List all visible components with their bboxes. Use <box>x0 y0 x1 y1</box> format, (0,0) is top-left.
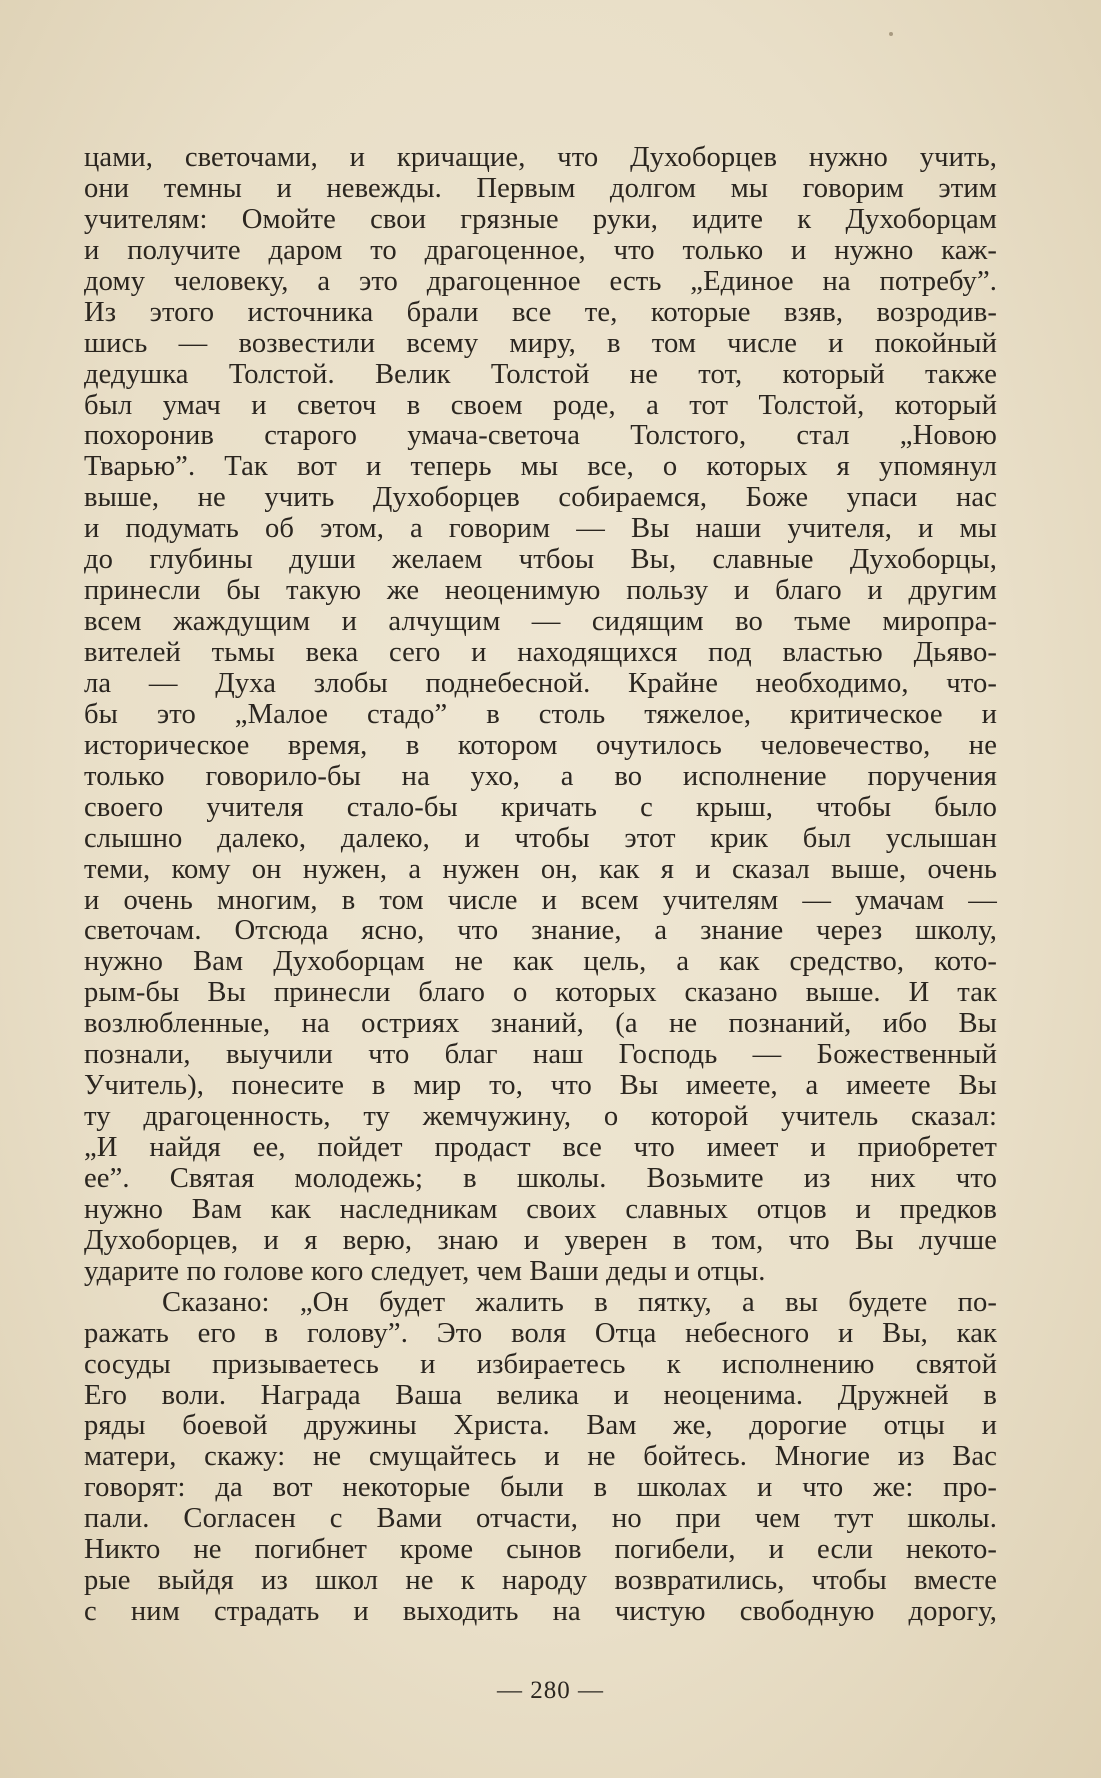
text-line: дедушка Толстой. Велик Толстой не тот, который также <box>84 358 997 390</box>
text-line: ту драгоценность, ту жемчужину, о которой учитель сказал: <box>84 1101 997 1133</box>
text-line: бы это „Малое стадо” в столь тяжелое, критическое и <box>84 698 997 730</box>
text-line: шись — возвестили всему миру, в том числе и покойный <box>84 327 997 359</box>
text-line: и получите даром то драгоценное, что только и нужно каж- <box>84 234 997 266</box>
page-body-text <box>84 143 997 1628</box>
text-line: историческое время, в котором очутилось человечество, не <box>84 729 997 761</box>
text-line: ударите по голове кого следует, чем Ваши деды и отцы. <box>84 1255 766 1287</box>
text-line: Учитель), понесите в мир то, что Вы имеете, а имеете Вы <box>84 1070 997 1102</box>
text-line: только говорило-бы на ухо, а во исполнение поручения <box>84 760 997 792</box>
text-line: принесли бы такую же неоценимую пользу и благо и другим <box>84 575 997 607</box>
text-line: выше, не учить Духоборцев собираемся, Боже упаси нас <box>84 482 997 514</box>
paper-speck <box>889 32 893 36</box>
text-line: до глубины души желаем чтбоы Вы, славные Духоборцы, <box>84 544 997 576</box>
text-line: они темны и невежды. Первым долгом мы говорим этим <box>84 172 997 204</box>
text-line: светочам. Отсюда ясно, что знание, а знание через школу, <box>84 915 997 947</box>
text-line: нужно Вам Духоборцам не как цель, а как средство, кото- <box>84 946 997 978</box>
text-line: был умач и светоч в своем роде, а тот Толстой, который <box>84 389 997 421</box>
text-line: ражать его в голову”. Это воля Отца небесного и Вы, как <box>84 1317 997 1349</box>
page-number: — 280 — <box>497 1677 604 1704</box>
text-line: ла — Духа злобы поднебесной. Крайне необходимо, что- <box>84 667 997 699</box>
text-line: с ним страдать и выходить на чистую свободную дорогу, <box>84 1596 997 1628</box>
text-line: Его воли. Награда Ваша велика и неоценима. Дружней в <box>84 1379 997 1411</box>
text-line: слышно далеко, далеко, и чтобы этот крик был услышан <box>84 822 997 854</box>
text-line: и подумать об этом, а говорим — Вы наши учителя, и мы <box>84 513 997 545</box>
text-line: возлюбленные, на остриях знаний, (а не познаний, ибо Вы <box>84 1008 997 1040</box>
text-line: „И найдя ее, пойдет продаст все что имеет и приобретет <box>84 1132 997 1163</box>
text-line: Духоборцев, и я верю, знаю и уверен в том, что Вы лучше <box>84 1224 997 1256</box>
text-line: дому человеку, а это драгоценное есть „Единое на потребу”. <box>84 265 997 297</box>
text-line: матери, скажу: не смущайтесь и не бойтесь. Многие из Вас <box>84 1441 997 1473</box>
text-line: ряды боевой дружины Христа. Вам же, дорогие отцы и <box>84 1410 997 1442</box>
text-line: ее”. Святая молодежь; в школы. Возьмите из них что <box>84 1162 997 1194</box>
text-line: всем жаждущим и алчущим — сидящим во тьме миропра- <box>84 606 997 638</box>
text-line: сосуды призываетесь и избираетесь к исполнению святой <box>84 1348 997 1380</box>
text-line: и очень многим, в том числе и всем учителям — умачам — <box>84 884 997 916</box>
text-line: рые выйдя из школ не к народу возвратились, чтобы вместе <box>84 1565 997 1597</box>
text-line: вителей тьмы века сего и находящихся под властью Дьяво- <box>84 637 997 668</box>
text-line: теми, кому он нужен, а нужен он, как я и сказал выше, очень <box>84 853 997 885</box>
text-line: своего учителя стало-бы кричать с крыш, чтобы было <box>84 791 997 823</box>
text-line: учителям: Омойте свои грязные руки, идите к Духоборцам <box>84 203 997 235</box>
text-line: Тварью”. Так вот и теперь мы все, о которых я упомянул <box>84 451 997 483</box>
text-line: нужно Вам как наследникам своих славных отцов и предков <box>84 1193 997 1225</box>
text-line: Никто не погибнет кроме сынов погибели, и если некото- <box>84 1534 997 1566</box>
text-line: Из этого источника брали все те, которые взяв, возродив- <box>84 296 997 328</box>
text-line: познали, выучили что благ наш Господь — Божественный <box>84 1039 997 1071</box>
text-line: говорят: да вот некоторые были в школах и что же: про- <box>84 1472 997 1504</box>
text-line: цами, светочами, и кричащие, что Духоборцев нужно учить, <box>84 142 997 173</box>
text-line: рым-бы Вы принесли благо о которых сказано выше. И так <box>84 977 997 1009</box>
text-line: пали. Согласен с Вами отчасти, но при чем тут школы. <box>84 1503 997 1535</box>
text-line: похоронив старого умача-светоча Толстого, стал „Новою <box>84 420 997 452</box>
text-line: Сказано: „Он будет жалить в пятку, а вы будете по- <box>162 1286 997 1318</box>
